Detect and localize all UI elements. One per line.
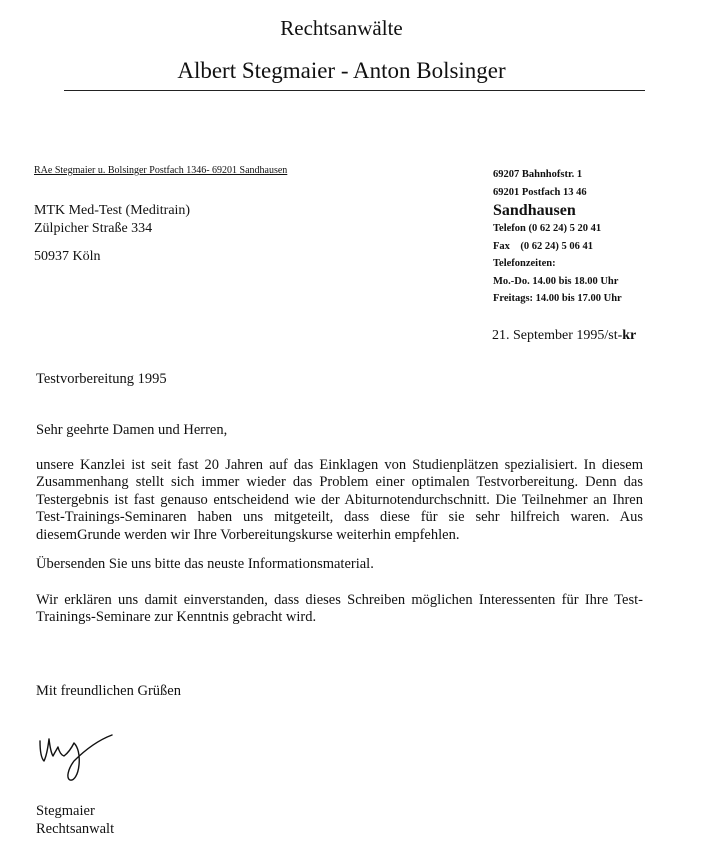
letterhead-title: Rechtsanwälte bbox=[280, 16, 403, 40]
recipient-line2: Zülpicher Straße 334 bbox=[34, 221, 153, 236]
salutation: Sehr geehrte Damen und Herren, bbox=[36, 422, 228, 438]
contact-phone: Telefon (0 62 24) 5 20 41 bbox=[493, 223, 602, 234]
contact-hours-friday: Freitags: 14.00 bis 17.00 Uhr bbox=[493, 293, 622, 304]
body-paragraph-1: unsere Kanzlei ist seit fast 20 Jahren auf das Einklagen von Studienplätzen spezialisiert. In diesem Zusammenhang stellt sich immer wieder das Problem einer optimalen Testvorbereitung. Denn das Testergebnis ist fast genauso entscheidend wie der Abiturnotendurchschnitt. Die Teilnehmer an Ihren Test-Trainings-Seminaren haben uns mitgeteilt, dass diese für sie sehr hilfreich waren. Aus diesemGrunde werden wir Ihre Vorbereitungskurse weiterhin empfehlen. bbox=[36, 457, 643, 543]
date-reference: kr bbox=[622, 328, 637, 343]
recipient-address bbox=[34, 202, 190, 266]
signer-title: Rechtsanwalt bbox=[36, 821, 115, 837]
contact-fax: Fax (0 62 24) 5 06 41 bbox=[493, 240, 594, 252]
contact-block bbox=[493, 166, 622, 308]
letter-subject: Testvorbereitung 1995 bbox=[36, 371, 167, 387]
date-text: 21. September 1995/st- bbox=[492, 328, 623, 343]
contact-hours-weekdays: Mo.-Do. 14.00 bis 18.00 Uhr bbox=[493, 275, 619, 287]
contact-pobox: 69201 Postfach 13 46 bbox=[493, 186, 587, 198]
contact-hours-label: Telefonzeiten: bbox=[493, 258, 556, 269]
body-paragraph-2: Übersenden Sie uns bitte das neuste Informationsmaterial. bbox=[36, 556, 374, 572]
sender-return-address: RAe Stegmaier u. Bolsinger Postfach 1346- 69201 Sandhausen bbox=[34, 165, 288, 176]
letter-date bbox=[492, 328, 636, 344]
handwritten-signature bbox=[34, 725, 124, 785]
letterhead-names: Albert Stegmaier - Anton Bolsinger bbox=[177, 58, 506, 83]
contact-city: Sandhausen bbox=[493, 202, 576, 219]
recipient-line1: MTK Med-Test (Meditrain) bbox=[34, 203, 191, 218]
letterhead-rule bbox=[64, 90, 645, 91]
signer-name: Stegmaier bbox=[36, 803, 95, 819]
body-paragraph-3: Wir erklären uns damit einverstanden, dass dieses Schreiben möglichen Interessenten für Ihre Test-Trainings-Seminare zur Kenntnis gebracht wird. bbox=[36, 592, 643, 626]
signer-block bbox=[36, 802, 114, 838]
closing-phrase: Mit freundlichen Grüßen bbox=[36, 683, 181, 699]
recipient-city: 50937 Köln bbox=[34, 249, 101, 264]
contact-street: 69207 Bahnhofstr. 1 bbox=[493, 169, 583, 180]
